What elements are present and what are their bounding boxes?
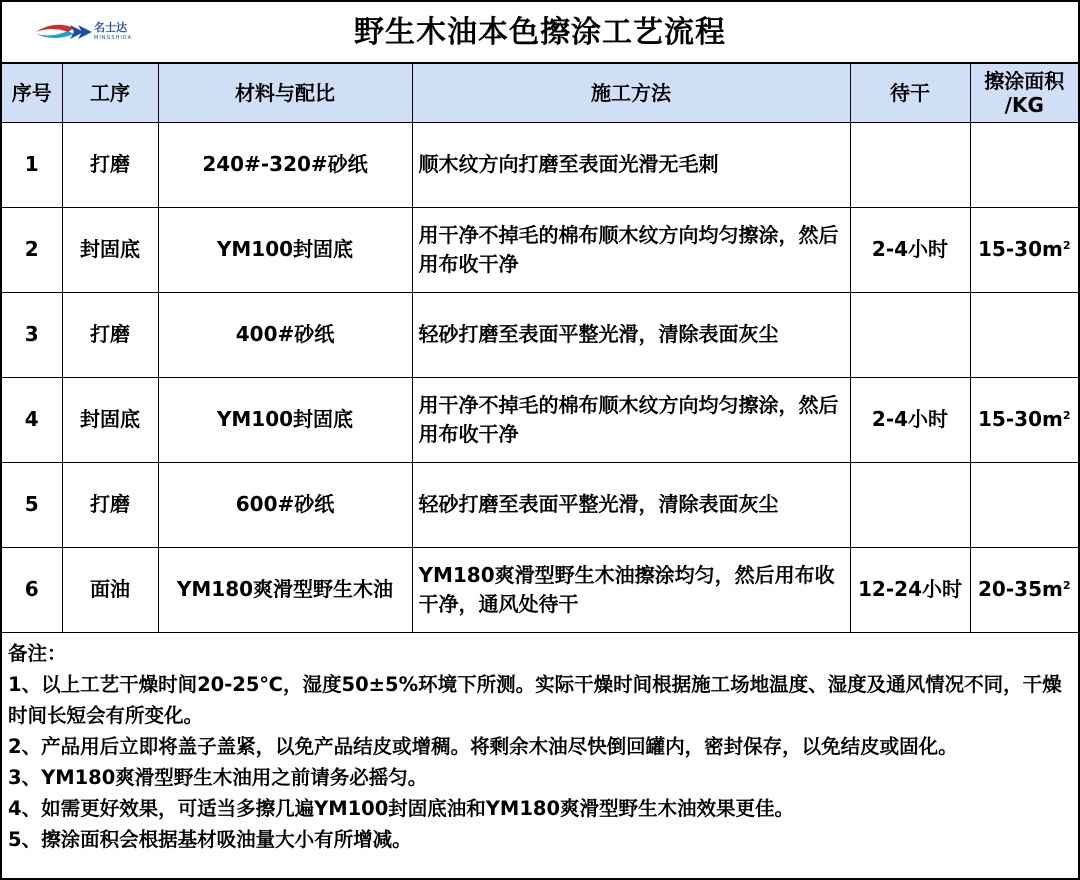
cell-dry: 2-4小时 [850,377,970,462]
cell-step: 打磨 [62,292,158,377]
cell-area-exponent: 2 [1062,239,1071,252]
cell-method: 轻砂打磨至表面平整光滑，清除表面灰尘 [412,462,850,547]
cell-area [970,122,1078,207]
table-row [2,547,1078,632]
note-item: 5、擦涂面积会根据基材吸油量大小有所增减。 [8,828,412,851]
table-row [2,377,1078,462]
cell-material: YM180爽滑型野生木油 [158,547,412,632]
cell-dry: 2-4小时 [850,207,970,292]
title-row [2,2,1078,64]
cell-area-value: 15-30 [978,237,1042,261]
cell-step: 封固底 [62,377,158,462]
cell-area [970,377,1078,462]
header-step: 工序 [62,64,158,122]
cell-material: 600#砂纸 [158,462,412,547]
table-row [2,207,1078,292]
cell-material: 240#-320#砂纸 [158,122,412,207]
note-item: 4、如需更好效果，可适当多擦几遍YM100封固底油和YM180爽滑型野生木油效果更佳。 [8,797,795,820]
cell-method: 轻砂打磨至表面平整光滑，清除表面灰尘 [412,292,850,377]
header-area [970,64,1078,122]
cell-dry [850,292,970,377]
cell-no: 1 [2,122,62,207]
cell-area [970,547,1078,632]
cell-step: 封固底 [62,207,158,292]
table-row [2,292,1078,377]
note-item: 2、产品用后立即将盖子盖紧，以免产品结皮或增稠。将剩余木油尽快倒回罐内，密封保存，以免结皮或固化。 [8,735,958,758]
brand-logo-text: 名士达 [94,21,127,34]
cell-area [970,207,1078,292]
page-title: 野生木油本色擦涂工艺流程 [354,15,726,50]
cell-area-value: 15-30 [978,407,1042,431]
cell-method: YM180爽滑型野生木油擦涂均匀，然后用布收干净，通风处待干 [412,547,850,632]
cell-no: 6 [2,547,62,632]
brand-logo-subtitle: MINGSHIDA [94,35,132,41]
table-row [2,462,1078,547]
notes-section [2,630,1078,878]
cell-area-exponent: 2 [1062,579,1071,592]
header-dry: 待干 [850,64,970,122]
header-area-line2: /KG [1004,92,1044,117]
process-table [2,64,1078,633]
note-item: 1、以上工艺干燥时间20-25℃，湿度50±5%环境下所测。实际干燥时间根据施工场地温度、湿度及通风情况不同，干燥时间长短会有所变化。 [8,673,1062,727]
cell-area-unit: m [1041,577,1063,601]
cell-area-unit: m [1041,237,1063,261]
cell-material: 400#砂纸 [158,292,412,377]
cell-method: 顺木纹方向打磨至表面光滑无毛刺 [412,122,850,207]
cell-area-value: 20-35 [978,577,1042,601]
table-header-row [2,64,1078,122]
cell-step: 面油 [62,547,158,632]
cell-material: YM100封固底 [158,207,412,292]
cell-step: 打磨 [62,122,158,207]
cell-dry: 12-24小时 [850,547,970,632]
cell-area [970,292,1078,377]
cell-no: 2 [2,207,62,292]
notes-heading: 备注： [8,642,67,665]
header-material: 材料与配比 [158,64,412,122]
cell-no: 3 [2,292,62,377]
cell-dry [850,462,970,547]
header-method: 施工方法 [412,64,850,122]
cell-method: 用干净不掉毛的棉布顺木纹方向均匀擦涂，然后用布收干净 [412,377,850,462]
header-area-line1: 擦涂面积 [984,68,1065,93]
note-item: 3、YM180爽滑型野生木油用之前请务必摇匀。 [8,766,428,789]
cell-no: 4 [2,377,62,462]
cell-area-exponent: 2 [1062,409,1071,422]
cell-area-unit: m [1041,407,1063,431]
cell-material: YM100封固底 [158,377,412,462]
cell-dry [850,122,970,207]
cell-area [970,462,1078,547]
table-row [2,122,1078,207]
cell-method: 用干净不掉毛的棉布顺木纹方向均匀擦涂，然后用布收干净 [412,207,850,292]
cell-step: 打磨 [62,462,158,547]
header-no: 序号 [2,64,62,122]
cell-no: 5 [2,462,62,547]
